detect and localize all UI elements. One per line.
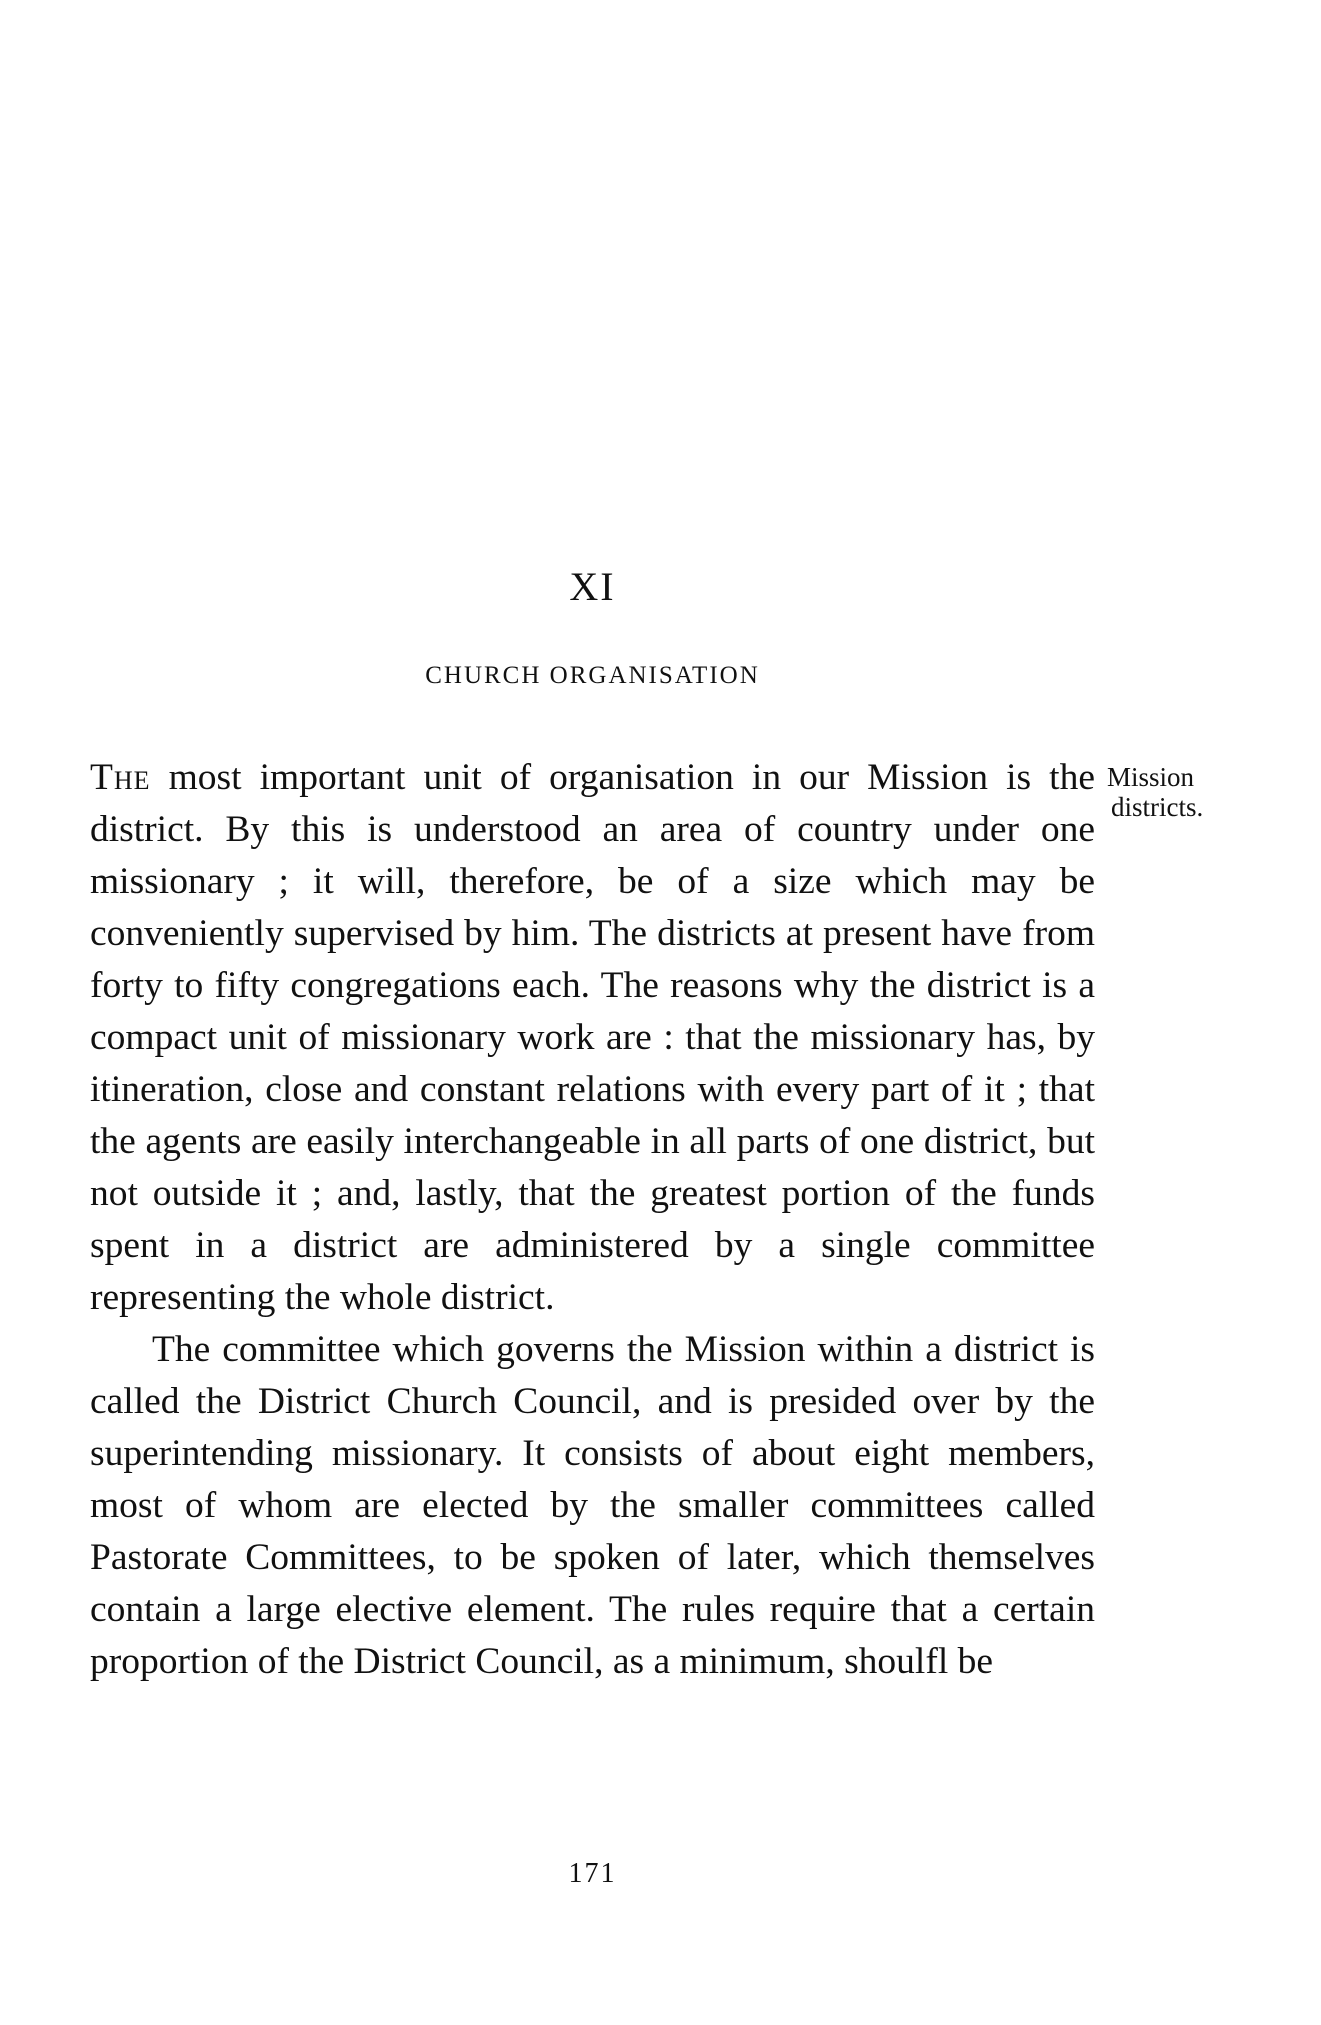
paragraph-1-text: most important unit of organisation in our Mission is the district. By this is understood an area of country under one missionary ; it will, therefore, be of a size which may be conveniently supervised by him. The districts at present have from forty to fifty congregations each. The reasons why the district is a compact unit of missionary work are : that the missionary has, by itineration, close and constant relations with every part of it ; that the agents are easily interchangeable in all parts of one district, but not outside it ; and, lastly, that the greatest portion of the funds spent in a district are administered by a single committee representing the whole district. bbox=[90, 757, 1095, 1318]
body-text bbox=[90, 752, 1095, 1688]
margin-note bbox=[1107, 762, 1297, 822]
chapter-number: XI bbox=[569, 564, 616, 609]
margin-note-line-2: districts. bbox=[1111, 792, 1204, 822]
chapter-title: CHURCH ORGANISATION bbox=[425, 662, 760, 689]
page-number: 171 bbox=[568, 1858, 617, 1889]
paragraph-2: The committee which governs the Mission within a district is called the District Church Council, and is presided over by the superintending missionary. It consists of about eight members, most of whom are elected by the smaller committees called Pastorate Committees, to be spoken of later, which themselves contain a large elective element. The rules require that a certain proportion of the District Council, as a minimum, shoulfl be bbox=[90, 1329, 1095, 1682]
paragraph-lead-word: The bbox=[90, 757, 151, 798]
margin-note-line-1: Mission bbox=[1107, 762, 1195, 792]
paragraph-1 bbox=[90, 752, 1095, 1324]
